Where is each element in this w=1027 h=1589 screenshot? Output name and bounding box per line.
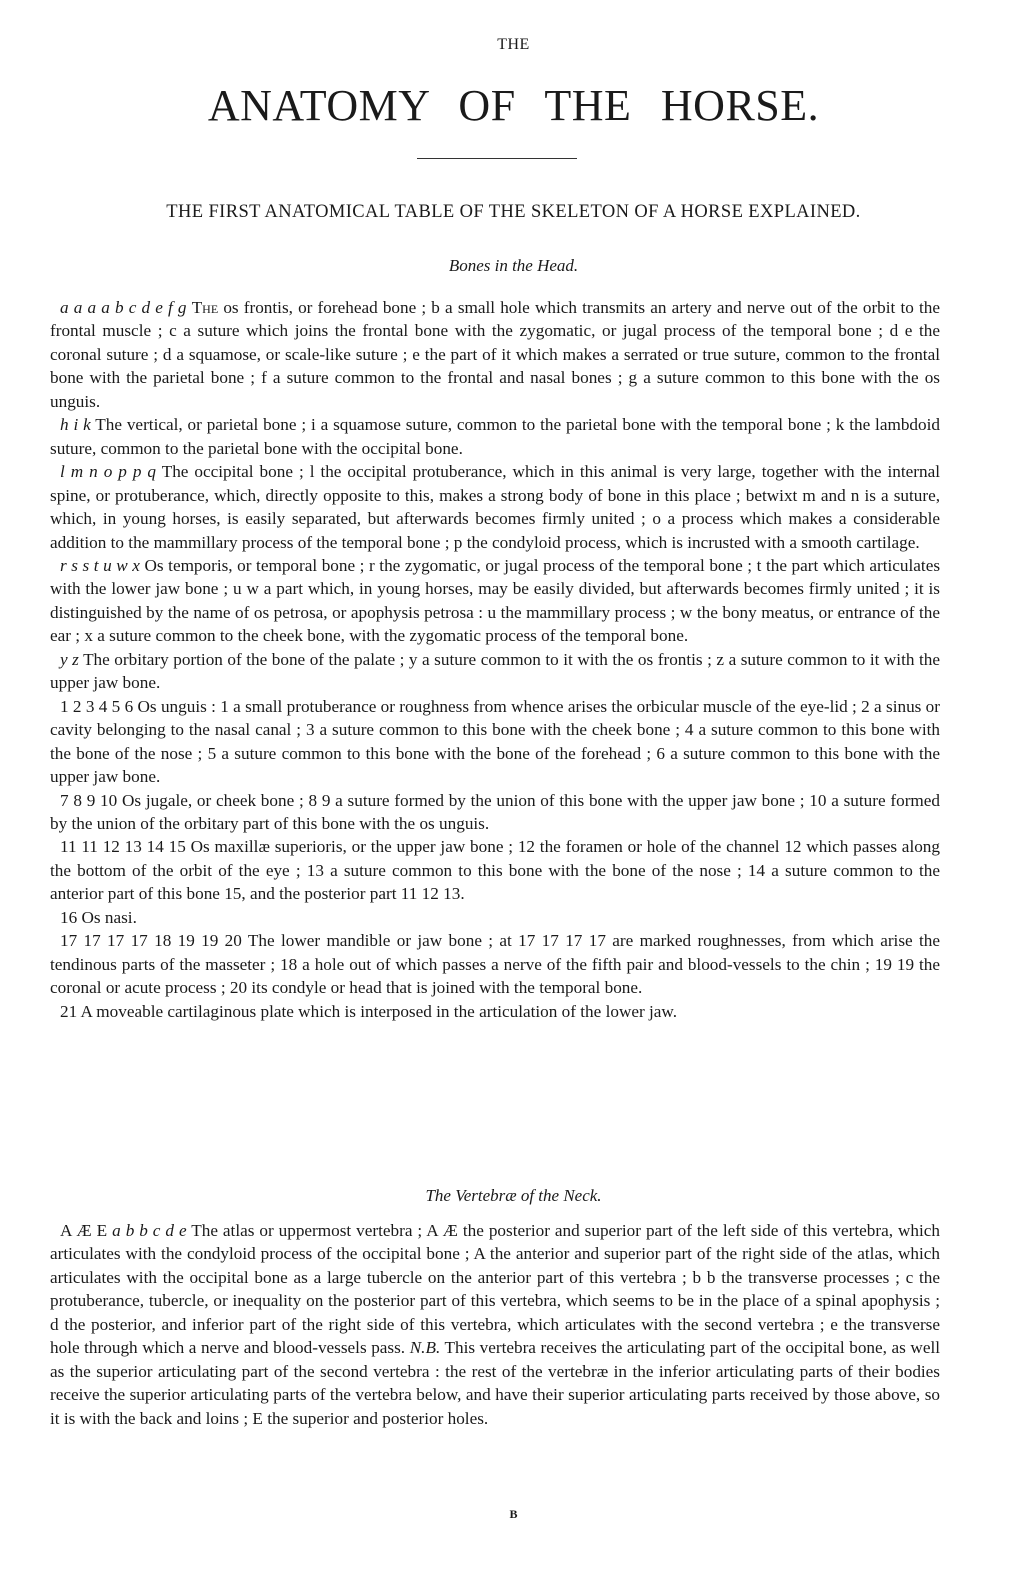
section-body-head: [50, 296, 940, 1023]
section-body-neck: [50, 1219, 940, 1430]
paragraph: [50, 906, 940, 929]
paragraph: [50, 413, 940, 460]
page-subtitle: THE FIRST ANATOMICAL TABLE OF THE SKELETON OF A HORSE EXPLAINED.: [166, 202, 861, 222]
reference-letters: y z: [60, 649, 79, 669]
paragraph-text: The atlas or uppermost vertebra ; A Æ the posterior and superior part of the left side of this vertebra, which articulates with the condyloid process of the occipital bone ; A the anterior and superior part of the right side of the atlas, which articulates with the occipital bone as a large tubercle on the anterior part of this vertebra ; b b the transverse processes ; c the protuberance, tubercle, or inequality on the posterior part of this vertebra, which seems to be in the place of a spinal apophysis ; d the posterior, and inferior part of the right side of this vertebra, which articulates with the second vertebra ; e the transverse hole through which a nerve and blood-vessels pass.: [50, 1221, 940, 1358]
paragraph: [50, 1219, 940, 1430]
paragraph-text: The vertical, or parietal bone ; i a squamose suture, common to the parietal bone with the temporal bone ; k the lambdoid suture, common to the parietal bone with the occipital bone.: [50, 415, 940, 458]
reference-letters: a b b c d e: [112, 1221, 187, 1240]
section-heading-neck: The Vertebræ of the Neck.: [425, 1186, 602, 1205]
paragraph-text: Os nasi.: [81, 907, 137, 927]
paragraph-text: The lower mandible or jaw bone ; at 17 17 17 17 are marked roughnesses, from which arise the tendinous parts of the masseter ; 18 a hole out of which passes a nerve of the fifth pair and blood-vessels to the chin ; 19 19 the coronal or acute process ; 20 its condyle or head that is joined with the temporal bone.: [50, 931, 940, 998]
reference-numbers: 17 17 17 17 18 19 19 20: [60, 931, 242, 951]
paragraph: [50, 648, 940, 695]
paragraph-text: A moveable cartilaginous plate which is interposed in the articulation of the lower jaw.: [80, 1001, 677, 1021]
paragraph: [50, 296, 940, 413]
signature-mark: B: [509, 1507, 518, 1521]
page-title: ANATOMY OF THE HORSE.: [207, 81, 820, 130]
paragraph-text: This vertebra receives the articulating part of the occipital bone, as well as the superior articulating part of the second vertebra : the rest of the vertebræ in the inferior articulating parts of their bodies receive the superior articulating parts of the vertebra below, and have their superior articulating parts received by those above, so it is with the back and loins ; E the superior and posterior holes.: [50, 1338, 940, 1428]
paragraph: [50, 460, 940, 554]
paragraph: [50, 1000, 940, 1023]
reference-numbers: 1 2 3 4 5 6: [60, 696, 134, 716]
paragraph-text: Os maxillæ superioris, or the upper jaw bone ; 12 the foramen or hole of the channel 12 which passes along the bottom of the orbit of the eye ; 13 a suture common to this bone with the bone of the nose ; 14 a suture common to the anterior part of this bone 15, and the posterior part 11 12 13.: [50, 837, 940, 904]
paragraph: [50, 695, 940, 789]
reference-letters: h i k: [60, 415, 91, 435]
paragraph: [50, 835, 940, 905]
paragraph-text: Os unguis : 1 a small protuberance or roughness from whence arises the orbicular muscle of the eye-lid ; 2 a sinus or cavity belonging to the nasal canal ; 3 a suture common to this bone with the cheek bone ; 4 a suture common to this bone with the bone of the nose ; 5 a suture common to this bone with the bone of the forehead ; 6 a suture common to this bone with the upper jaw bone.: [50, 696, 940, 787]
reference-numbers: 21: [60, 1001, 78, 1021]
reference-letters: a a a a b c d e f g: [60, 298, 187, 317]
paragraph-text: The orbitary portion of the bone of the palate ; y a suture common to it with the os frontis ; z a suture common to it with the upper jaw bone.: [50, 649, 940, 693]
title-prefix: THE: [497, 36, 530, 53]
section-heading-head: Bones in the Head.: [448, 256, 579, 275]
paragraph-text: Os temporis, or temporal bone ; r the zygomatic, or jugal process of the temporal bone ; t the part which articulates with the lower jaw bone ; u w a part which, in young horses, may be easily divided, but afterwards becomes firmly united ; it is distinguished by the name of os petrosa, or apophysis petrosa : u the mammillary process ; w the bony meatus, or entrance of the ear ; x a suture common to the cheek bone, with the zygomatic process of the temporal bone.: [50, 555, 941, 646]
paragraph: [50, 554, 940, 648]
paragraph-text: os frontis, or forehead bone ; b a small hole which transmits an artery and nerve out of the orbit to the frontal muscle ; c a suture which joins the frontal bone with the zygomatic, or jugal process of the temporal bone ; d e the coronal suture ; d a squamose, or scale-like suture ; e the part of it which makes a serrated or true suture, common to the frontal bone with the parietal bone ; f a suture common to the frontal and nasal bones ; g a suture common to this bone with the os unguis.: [50, 298, 940, 411]
paragraph-text: The occipital bone ; l the occipital protuberance, which in this animal is very large, together with the internal spine, or protuberance, which, directly opposite to this, makes a strong body of bone in this place ; betwixt m and n is a suture, which, in young horses, is easily separated, but afterwards becomes firmly united ; o a process which makes a considerable addition to the mammillary process of the temporal bone ; p the condyloid process, which is incrusted with a smooth cartilage.: [50, 462, 940, 552]
reference-letters: r s s t u w x: [60, 555, 140, 575]
paragraph: [50, 929, 940, 999]
lead-word: The: [191, 298, 219, 317]
reference-letters: l m n o p p q: [60, 462, 157, 482]
title-divider: [417, 158, 577, 159]
reference-numbers: A Æ E: [60, 1221, 108, 1240]
reference-numbers: 11 11 12 13 14 15: [60, 837, 186, 857]
reference-numbers: 16: [60, 907, 78, 927]
paragraph: [50, 789, 940, 836]
nota-bene: N.B.: [409, 1338, 441, 1358]
paragraph-text: Os jugale, or cheek bone ; 8 9 a suture formed by the union of this bone with the upper jaw bone ; 10 a suture formed by the union of the orbitary part of this bone with the os unguis.: [50, 790, 941, 833]
reference-numbers: 7 8 9 10: [60, 790, 118, 810]
